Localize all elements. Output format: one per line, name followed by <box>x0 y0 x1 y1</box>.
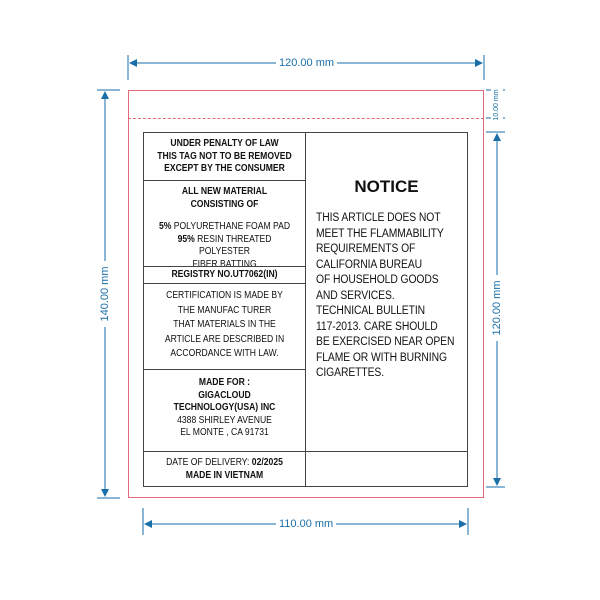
made-in-country: MADE IN VIETNAM <box>185 469 264 481</box>
material-2-desc-continued: FIBER BATTING <box>192 258 257 270</box>
sewing-fold-line <box>128 118 484 119</box>
delivery-date: 02/2025 <box>251 457 283 468</box>
certification-line: THE MANUFAC TURER <box>177 304 272 316</box>
registry-number <box>144 269 305 282</box>
warning-line: THIS TAG NOT TO BE REMOVED <box>157 150 292 162</box>
delivery-label: DATE OF DELIVERY: <box>166 457 250 468</box>
dimension-left-height: 140.00 mm <box>99 261 111 327</box>
notice-line: REQUIREMENTS OF <box>316 243 416 255</box>
material-heading-line: CONSISTING OF <box>190 198 259 210</box>
notice-line: AND SERVICES. <box>316 289 395 302</box>
notice-line: 117-2013. CARE SHOULD <box>316 320 438 333</box>
divider <box>144 266 305 267</box>
warning-line: EXCEPT BY THE CONSUMER <box>164 163 285 174</box>
notice-body <box>316 211 466 382</box>
certification-line: ACCORDANCE WITH LAW. <box>170 348 279 359</box>
notice-line: THIS ARTICLE DOES NOT <box>316 212 441 224</box>
notice-line: FLAME OR WITH BURNING <box>316 351 447 364</box>
notice-line: BE EXERCISED NEAR OPEN <box>316 336 455 348</box>
material-2-desc: RESIN THREATED POLYESTER <box>197 233 272 257</box>
certification-text <box>144 289 305 362</box>
right-column <box>306 133 467 486</box>
warning-line: UNDER PENALTY OF LAW <box>170 138 279 149</box>
notice-title: NOTICE <box>354 177 419 196</box>
divider <box>306 451 467 452</box>
notice-line: MEET THE FLAMMABILITY <box>316 227 444 240</box>
address-line: EL MONTE , CA 91731 <box>180 427 269 438</box>
made-for-label: MADE FOR : <box>198 377 251 388</box>
dimension-right-height: 120.00 mm <box>491 275 503 341</box>
divider <box>144 369 305 370</box>
delivery-line <box>155 457 293 470</box>
material-2 <box>155 234 293 259</box>
material-heading <box>144 186 305 211</box>
divider <box>144 283 305 284</box>
certification-line: ARTICLE ARE DESCRIBED IN <box>164 333 285 345</box>
delivery-block <box>144 457 305 482</box>
divider <box>144 451 305 452</box>
notice-line: CALIFORNIA BUREAU <box>316 258 423 271</box>
notice-line: CIGARETTES. <box>316 367 385 379</box>
notice-line: TECHNICAL BULLETIN <box>316 305 425 317</box>
dimension-right-small: 10.00 mm <box>491 85 503 125</box>
notice-line: OF HOUSEHOLD GOODS <box>316 274 439 286</box>
warning-text <box>144 138 305 176</box>
material-heading-line: ALL NEW MATERIAL <box>181 186 268 197</box>
made-for-block <box>144 377 305 440</box>
dimension-bottom-width: 110.00 mm <box>276 518 336 530</box>
law-tag-table <box>143 132 468 487</box>
certification-line: CERTIFICATION IS MADE BY <box>166 290 283 301</box>
material-2-percent: 95% <box>177 233 195 245</box>
left-column <box>144 133 306 486</box>
divider <box>144 180 305 181</box>
registry-text: REGISTRY NO.UT7062(IN) <box>171 269 278 280</box>
company-name-line: GIGACLOUD <box>198 389 251 401</box>
address-line: 4388 SHIRLEY AVENUE <box>177 414 272 426</box>
material-list <box>144 221 305 271</box>
company-name-line: TECHNOLOGY(USA) INC <box>173 402 276 413</box>
dimension-top-width: 120.00 mm <box>276 57 337 69</box>
material-1-percent: 5% <box>158 221 172 232</box>
material-1 <box>155 221 293 234</box>
material-1-desc: POLYURETHANE FOAM PAD <box>173 221 291 232</box>
certification-line: THAT MATERIALS IN THE <box>173 319 276 330</box>
